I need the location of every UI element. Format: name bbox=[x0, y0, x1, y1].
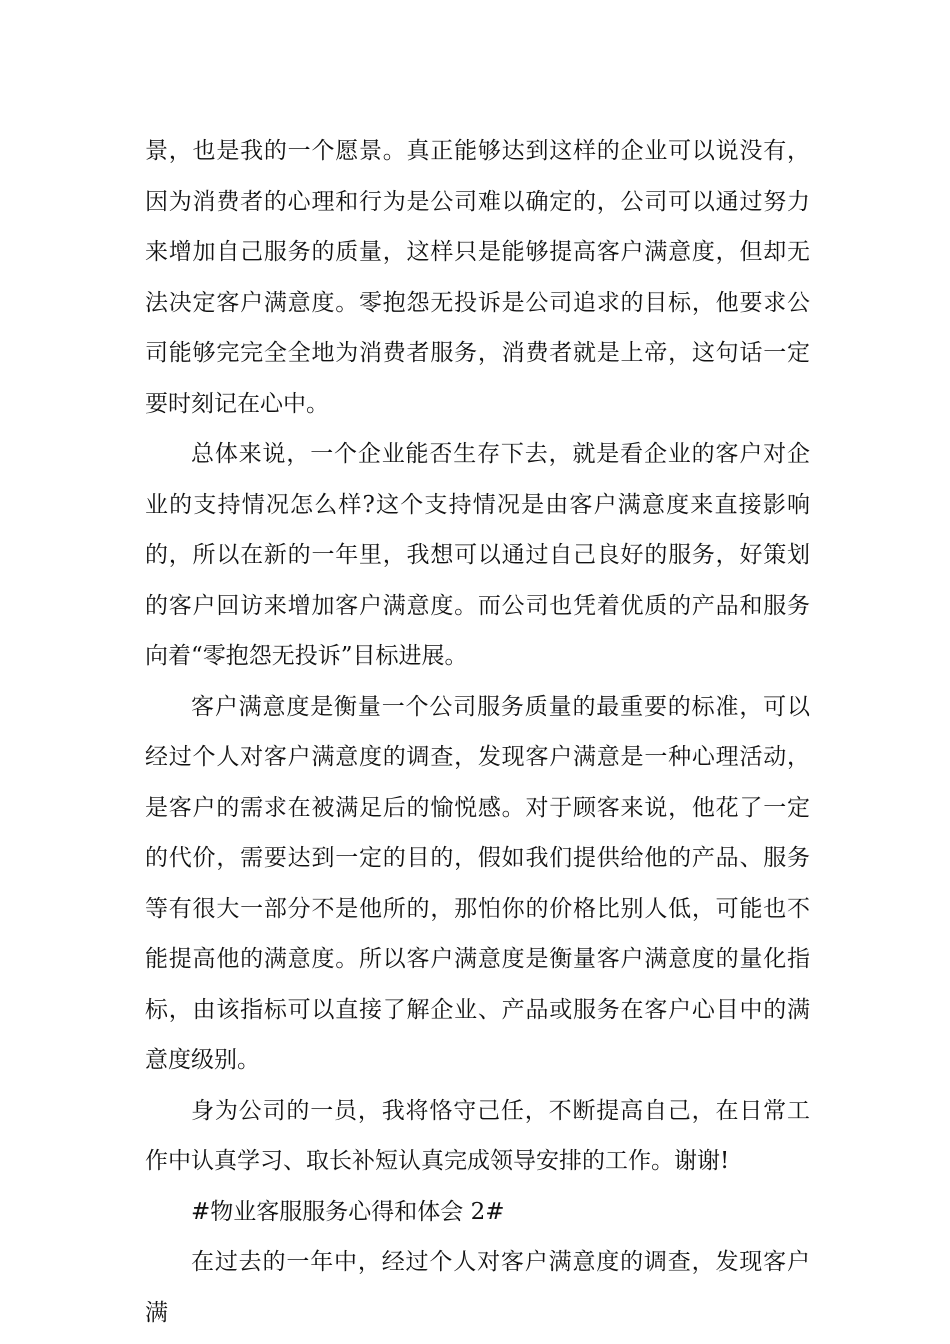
paragraph-3: 客户满意度是衡量一个公司服务质量的最重要的标准，可以经过个人对客户满意度的调查，发现客户满意是一种心理活动，是客户的需求在被满足后的愉悦感。对于顾客来说，他花了一定的代价，需要达到一定的目的，假如我们提供给他的产品、服务等有很大一部分不是他所的，那怕你的价格比别人低，可能也不能提高他的满意度。所以客户满意度是衡量客户满意度的量化指标，由该指标可以直接了解企业、产品或服务在客户心目中的满意度级别。 bbox=[145, 693, 810, 1073]
paragraph-5: 在过去的一年中，经过个人对客户满意度的调查，发现客户满 bbox=[145, 1249, 810, 1326]
paragraph-4: 身为公司的一员，我将恪守己任，不断提高自己，在日常工作中认真学习、取长补短认真完成领导安排的工作。谢谢! bbox=[145, 1097, 810, 1174]
section-heading: #物业客服服务心得和体会 2# bbox=[191, 1198, 505, 1225]
paragraph-1: 景，也是我的一个愿景。真正能够达到这样的企业可以说没有，因为消费者的心理和行为是公司难以确定的，公司可以通过努力来增加自己服务的质量，这样只是能够提高客户满意度，但却无法决定客户满意度。零抱怨无投诉是公司追求的目标，他要求公司能够完完全全地为消费者服务，消费者就是上帝，这句话一定要时刻记在心中。 bbox=[145, 138, 810, 417]
paragraph-2: 总体来说，一个企业能否生存下去，就是看企业的客户对企业的支持情况怎么样?这个支持情况是由客户满意度来直接影响的，所以在新的一年里，我想可以通过自己良好的服务，好策划的客户回访来增加客户满意度。而公司也凭着优质的产品和服务向着“零抱怨无投诉”目标进展。 bbox=[145, 441, 810, 669]
document-page bbox=[145, 126, 810, 1338]
